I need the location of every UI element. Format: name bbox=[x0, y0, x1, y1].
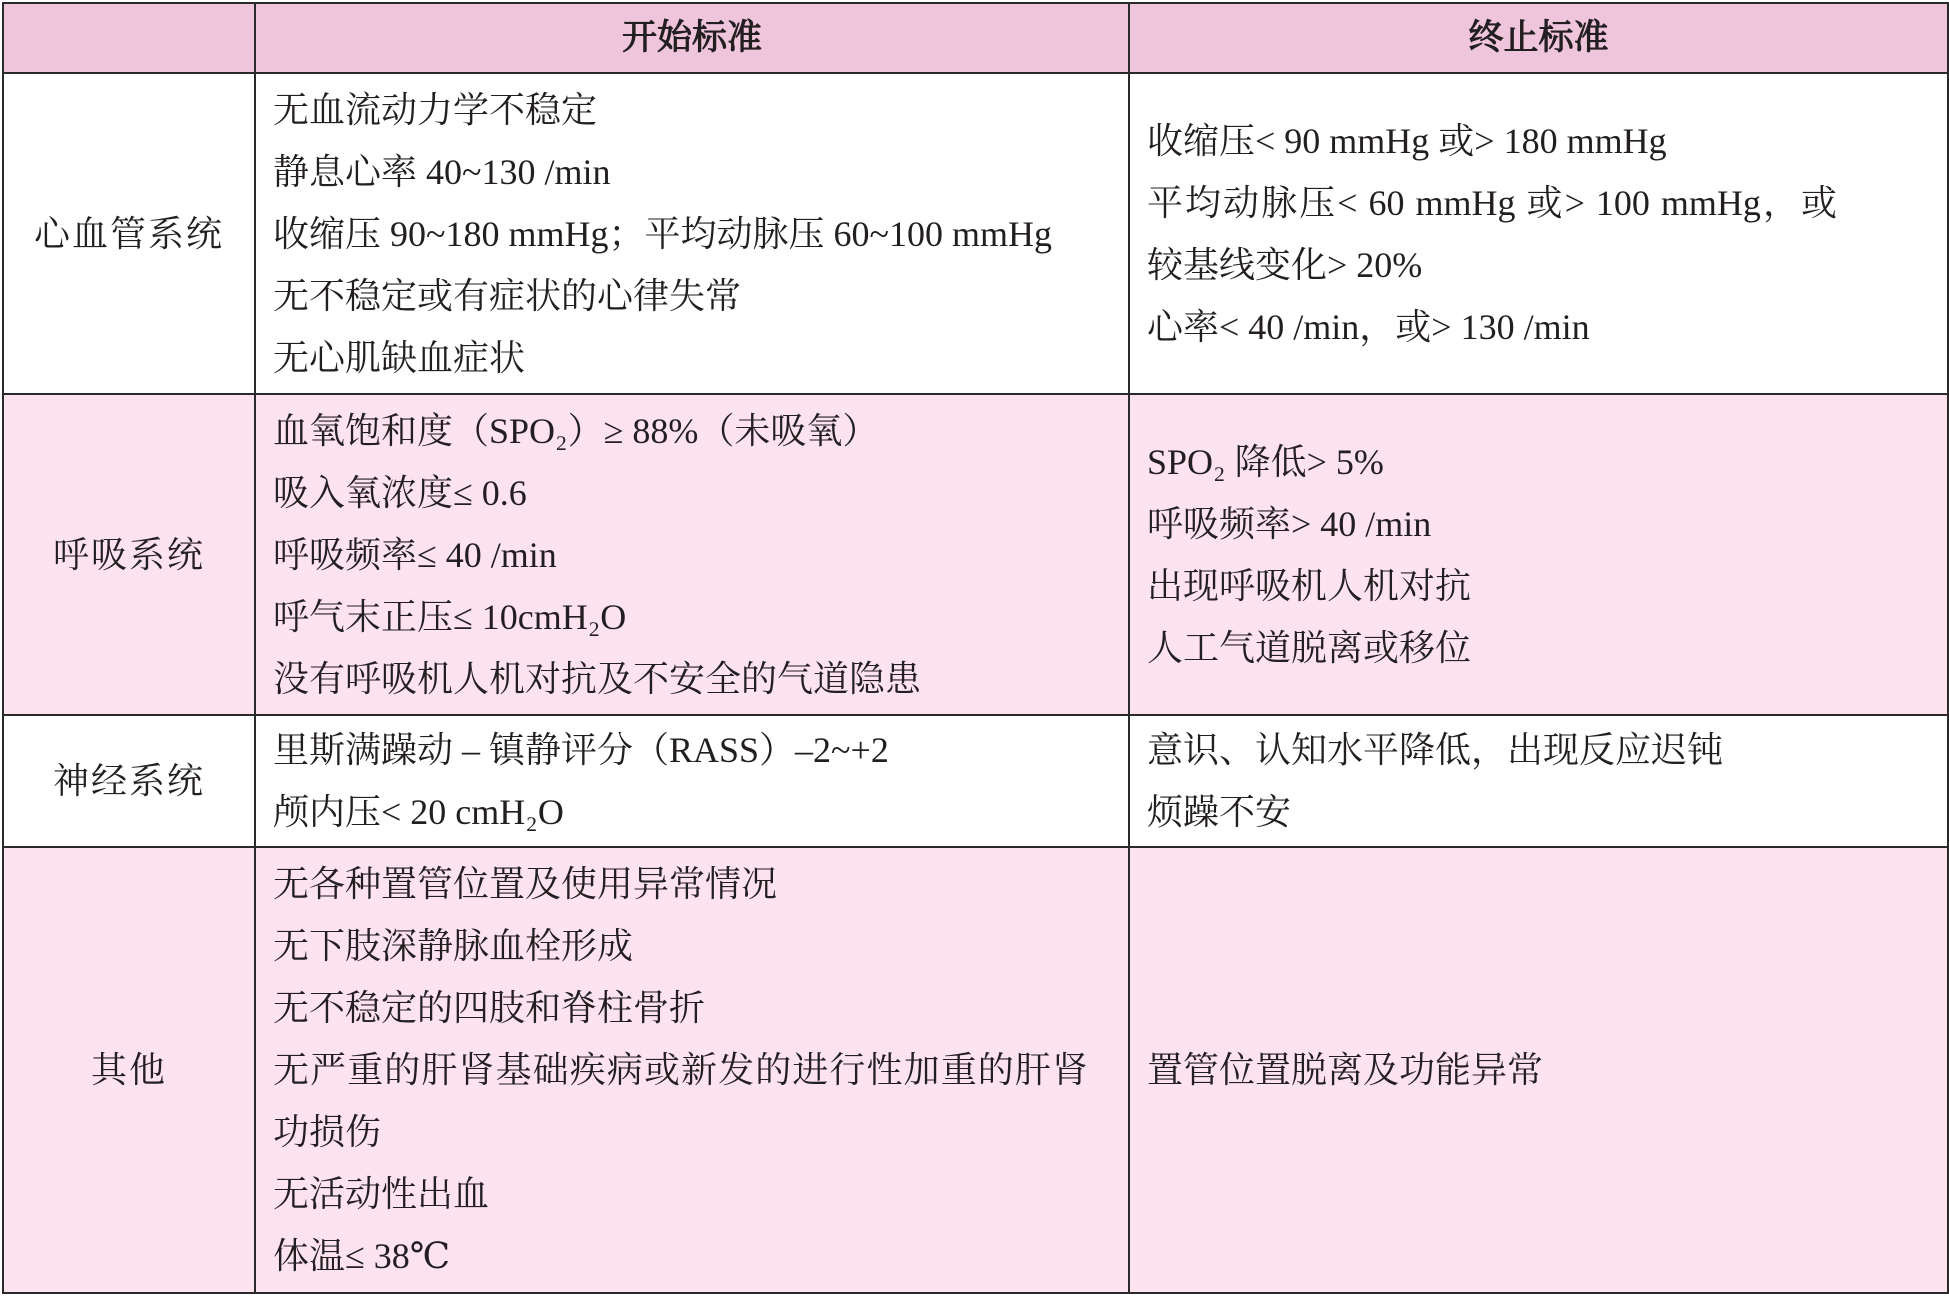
table-row-neurological bbox=[3, 715, 1948, 847]
criteria-item: 体温≤ 38℃ bbox=[273, 1236, 451, 1276]
stop-criteria-cell bbox=[1129, 394, 1948, 715]
criteria-item: 意识、认知水平降低，出现反应迟钝 bbox=[1147, 730, 1724, 770]
start-criteria-cell bbox=[255, 847, 1129, 1293]
criteria-item: 没有呼吸机人机对抗及不安全的气道隐患 bbox=[273, 658, 922, 699]
criteria-item: 静息心率 40~130 /min bbox=[273, 151, 611, 192]
criteria-item: SPO₂ 降低> 5% bbox=[1147, 441, 1384, 482]
category-cell: 其他 bbox=[3, 847, 255, 1293]
criteria-item: 呼吸频率> 40 /min bbox=[1147, 503, 1432, 544]
criteria-table bbox=[2, 2, 1949, 1294]
criteria-item: 颅内压< 20 cmH₂O bbox=[273, 792, 564, 832]
criteria-item: 出现呼吸机人机对抗 bbox=[1147, 565, 1472, 606]
criteria-item: 收缩压 90~180 mmHg；平均动脉压 60~100 mmHg bbox=[273, 213, 1052, 254]
criteria-item: 里斯满躁动 – 镇静评分（RASS）–2~+2 bbox=[273, 730, 889, 770]
criteria-item: 无心肌缺血症状 bbox=[273, 337, 526, 378]
criteria-item: 无严重的肝肾基础疾病或新发的进行性加重的肝肾功损伤 bbox=[273, 1050, 1088, 1152]
criteria-item: 人工气道脱离或移位 bbox=[1147, 627, 1472, 668]
criteria-item: 无不稳定或有症状的心律失常 bbox=[273, 275, 742, 316]
header-stop-criteria: 终止标准 bbox=[1129, 3, 1948, 73]
start-criteria-cell bbox=[255, 394, 1129, 715]
table-row-cardiovascular bbox=[3, 73, 1948, 394]
stop-criteria-cell bbox=[1129, 73, 1948, 394]
criteria-item: 血氧饱和度（SPO₂）≥ 88%（未吸氧） bbox=[273, 410, 879, 451]
criteria-item: 平均动脉压< 60 mmHg 或> 100 mmHg，或较基线变化> 20% bbox=[1147, 182, 1837, 285]
category-cell: 呼吸系统 bbox=[3, 394, 255, 715]
start-criteria-cell bbox=[255, 715, 1129, 847]
criteria-item: 吸入氧浓度≤ 0.6 bbox=[273, 472, 527, 513]
criteria-item: 无血流动力学不稳定 bbox=[273, 89, 598, 130]
criteria-item: 呼气末正压≤ 10cmH₂O bbox=[273, 596, 627, 637]
header-corner-cell bbox=[3, 3, 255, 73]
criteria-item: 心率< 40 /min，或> 130 /min bbox=[1147, 306, 1590, 347]
category-cell: 心血管系统 bbox=[3, 73, 255, 394]
table-row-respiratory bbox=[3, 394, 1948, 715]
criteria-item: 置管位置脱离及功能异常 bbox=[1147, 1050, 1544, 1090]
category-cell: 神经系统 bbox=[3, 715, 255, 847]
stop-criteria-cell bbox=[1129, 847, 1948, 1293]
criteria-item: 烦躁不安 bbox=[1147, 792, 1292, 832]
criteria-item: 收缩压< 90 mmHg 或> 180 mmHg bbox=[1147, 120, 1667, 161]
table-row-other bbox=[3, 847, 1948, 1293]
header-start-criteria: 开始标准 bbox=[255, 3, 1129, 73]
criteria-item: 呼吸频率≤ 40 /min bbox=[273, 534, 557, 575]
header-row bbox=[3, 3, 1948, 73]
criteria-item: 无活动性出血 bbox=[273, 1174, 490, 1214]
criteria-item: 无各种置管位置及使用异常情况 bbox=[273, 864, 778, 904]
stop-criteria-cell bbox=[1129, 715, 1948, 847]
start-criteria-cell bbox=[255, 73, 1129, 394]
criteria-item: 无下肢深静脉血栓形成 bbox=[273, 926, 634, 966]
criteria-item: 无不稳定的四肢和脊柱骨折 bbox=[273, 988, 706, 1028]
